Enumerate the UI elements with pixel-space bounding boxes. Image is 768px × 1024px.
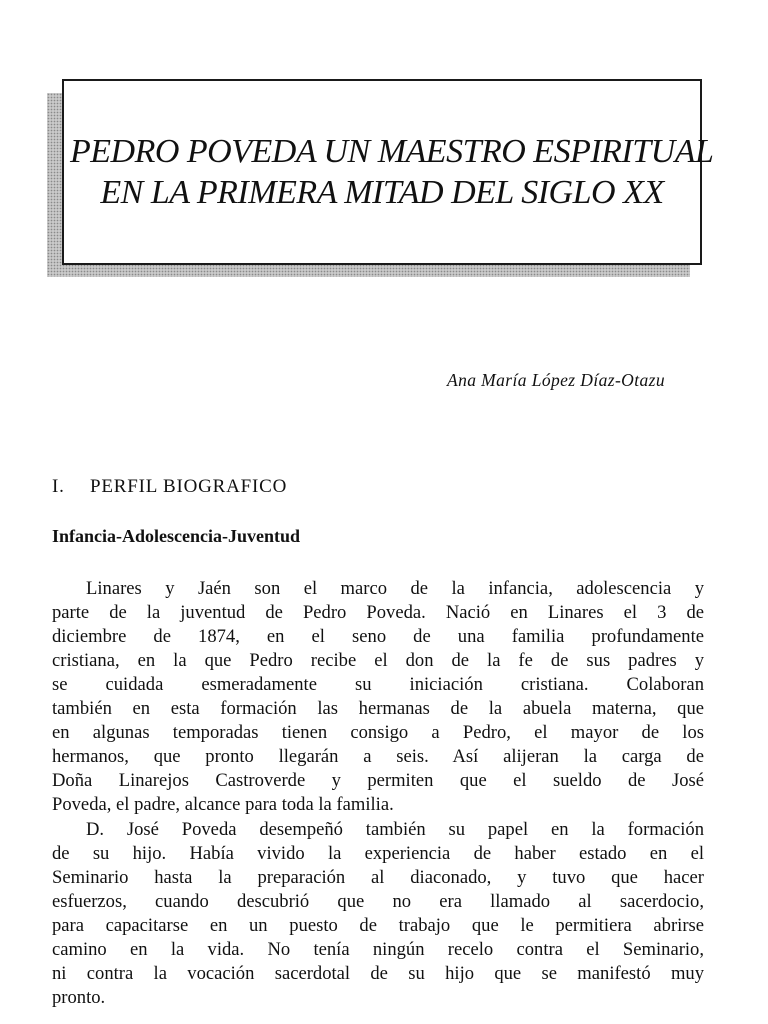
text-line: cristiana, en la que Pedro recibe el don de la fe de sus padres y [52,650,704,671]
text-line: esfuerzos, cuando descubrió que no era llamado al sacerdocio, [52,891,704,912]
text-line: Poveda, el padre, alcance para toda la familia. [52,794,394,815]
title-box [62,79,714,265]
text-line: de su hijo. Había vivido la experiencia de haber estado en el [52,843,704,864]
text-line: también en esta formación las hermanas de la abuela materna, que [52,698,704,719]
text-line: para capacitarse en un puesto de trabajo que le permitiera abrirse [52,915,704,936]
subheading: Infancia-Adolescencia-Juventud [52,526,301,546]
author-name: Ana María López Díaz-Otazu [447,370,665,390]
text-line: hermanos, que pronto llegarán a seis. Así alijeran la carga de [52,746,704,767]
text-line: se cuidada esmeradamente su iniciación cristiana. Colaboran [52,674,704,695]
section-heading [52,476,287,498]
section-title: PERFIL BIOGRAFICO [90,476,288,497]
text-line: Linares y Jaén son el marco de la infancia, adolescencia y [86,578,704,599]
text-line: diciembre de 1874, en el seno de una familia profundamente [52,626,704,647]
title-line-1: PEDRO POVEDA UN MAESTRO ESPIRITUAL [70,133,714,170]
text-line: Doña Linarejos Castroverde y permiten que el sueldo de José [52,770,704,791]
text-line: D. José Poveda desempeñó también su papel en la formación [86,819,704,840]
text-line: parte de la juventud de Pedro Poveda. Nació en Linares el 3 de [52,602,704,623]
section-number: I. [52,476,65,497]
text-line: en algunas temporadas tienen consigo a Pedro, el mayor de los [52,722,704,743]
text-line: Seminario hasta la preparación al diaconado, y tuvo que hacer [52,867,704,888]
title-line-2: EN LA PRIMERA MITAD DEL SIGLO XX [100,174,664,211]
text-line: ni contra la vocación sacerdotal de su hijo que se manifestó muy [52,963,704,984]
text-line: camino en la vida. No tenía ningún recelo contra el Seminario, [52,939,704,960]
text-line: pronto. [52,987,106,1008]
